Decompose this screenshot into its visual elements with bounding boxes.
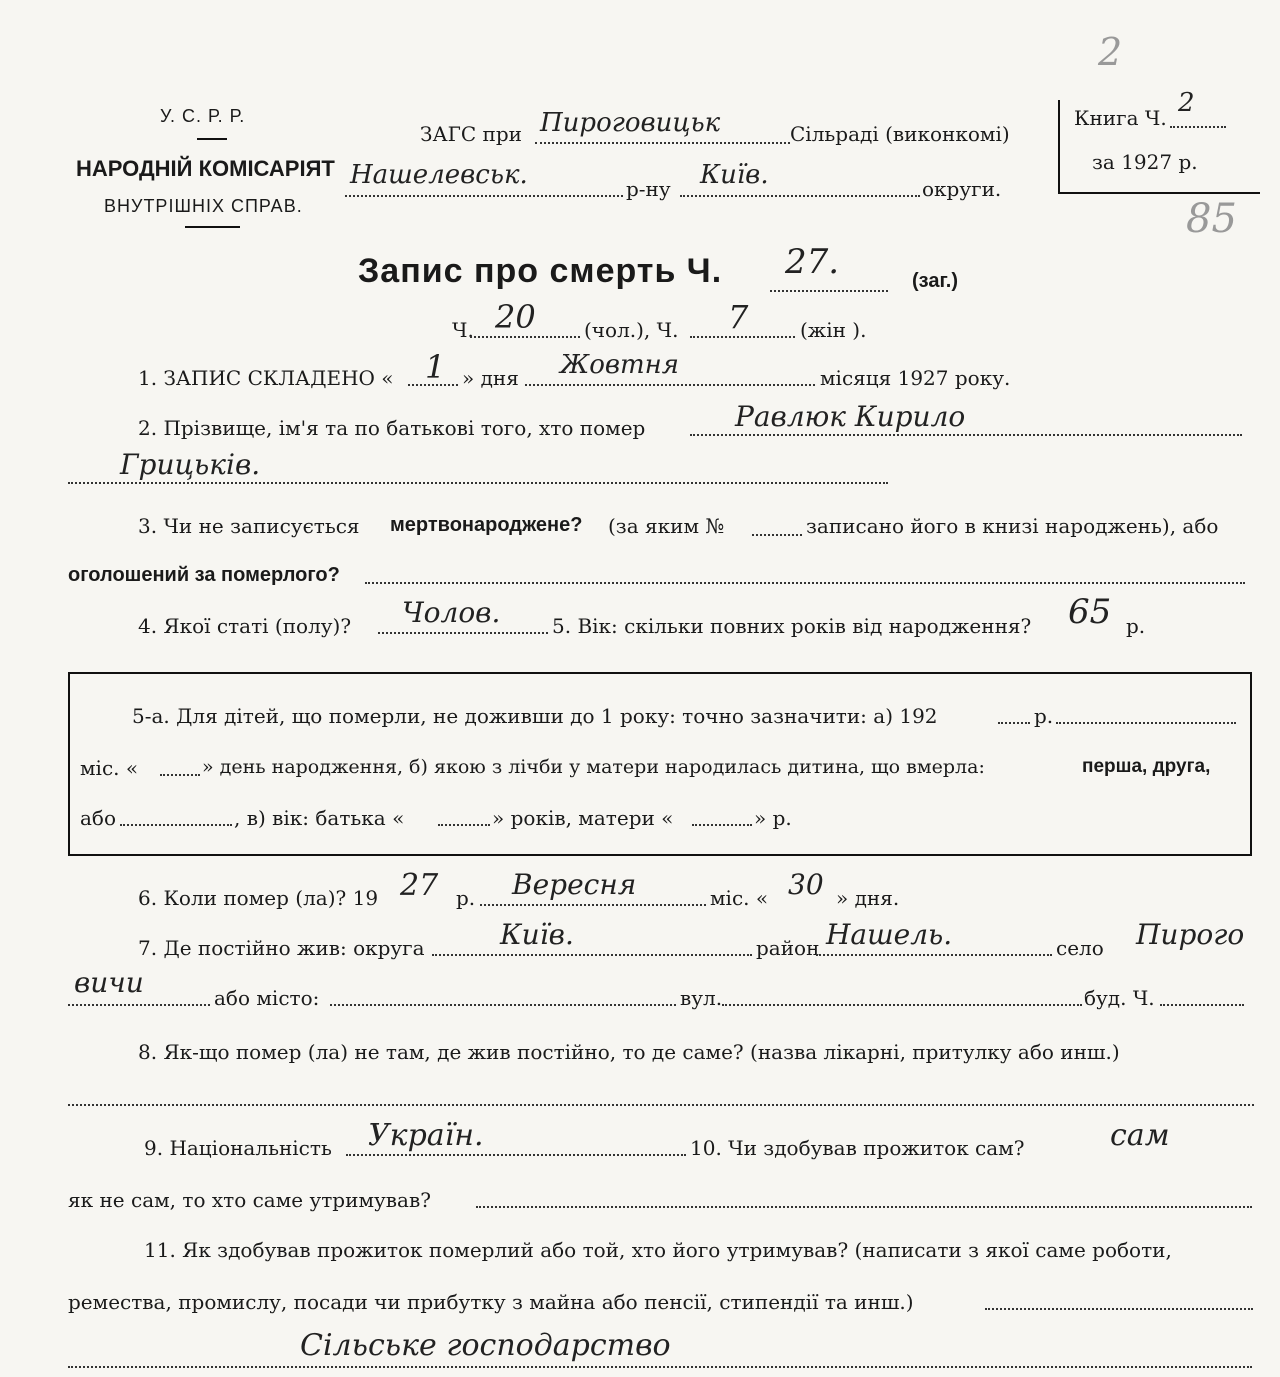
district-line — [345, 195, 623, 197]
field5a-month-line — [160, 774, 200, 776]
field2-line1 — [690, 434, 1242, 436]
zags-line — [535, 142, 790, 144]
field6-label-d: » дня. — [836, 886, 900, 910]
record-number: 27. — [785, 242, 840, 282]
male-count-line — [470, 336, 580, 338]
field1-label-a: 1. ЗАПИС СКЛАДЕНО « — [138, 366, 394, 390]
male-label: (чол.), Ч. — [584, 318, 679, 342]
field4-line — [378, 632, 548, 634]
field7-label-d: або місто: — [214, 986, 320, 1010]
field3-label-c: записано його в книзі народжень), або — [806, 514, 1219, 538]
field3-label-b: (за яким № — [608, 514, 725, 538]
field5a-line2a: міс. « — [80, 756, 139, 780]
field5a-line2b: » день народження, б) якою з лічби у матери народилась дитина, що вмерла: — [202, 756, 985, 778]
field5a-line1a: 5-а. Для дітей, що померли, не доживши до 1 року: точно зазначити: а) 192 — [132, 704, 938, 728]
female-label: (жін ). — [800, 318, 867, 342]
field5a-line1b: р. — [1034, 704, 1054, 728]
zags-prefix: ЗАГС при — [420, 122, 522, 146]
field10b-label: як не сам, то хто саме утримував? — [68, 1188, 431, 1212]
field7-selo2: вичи — [74, 966, 144, 999]
field1-day: 1 — [425, 348, 446, 386]
field7-rayon-line — [816, 954, 1052, 956]
field4-label: 4. Якої статі (полу)? — [138, 614, 352, 638]
field2-value1: Равлюк Кирило — [735, 400, 966, 433]
total-label: (заг.) — [912, 270, 959, 292]
field5a-father-line — [438, 824, 490, 826]
field5a-mother-line — [692, 824, 752, 826]
field5a-year-line — [998, 722, 1030, 724]
field6-label-b: р. — [456, 886, 476, 910]
field1-month-line — [525, 384, 815, 386]
field11-label2: ремества, промислу, посади чи прибутку з майна або пенсії, стипендії та инш.) — [68, 1290, 914, 1314]
field5a-order-line — [120, 824, 232, 826]
field11-value: Сільське господарство — [300, 1328, 671, 1363]
field5a-end-line — [1056, 722, 1236, 724]
field2-label: 2. Прізвище, ім'я та по батькові того, хто помер — [138, 416, 646, 440]
corner-number: 2 — [1098, 30, 1123, 74]
field10-value: сам — [1110, 1118, 1170, 1153]
field3-line — [365, 582, 1245, 584]
field7-okruha: Київ. — [500, 918, 574, 951]
female-count-line — [690, 336, 795, 338]
field7-label-a: 7. Де постійно жив: округа — [138, 936, 425, 960]
field9-line — [346, 1154, 686, 1156]
district-value: Нашелевськ. — [350, 160, 528, 190]
field11-label1: 11. Як здобував прожиток померлий або той, хто його утримував? (написати з якої саме роботи, — [144, 1238, 1172, 1262]
book-number: 2 — [1178, 88, 1195, 118]
field6-year: 27 — [400, 868, 439, 903]
divider — [185, 226, 240, 228]
field5a-first-second: перша, друга, — [1082, 756, 1211, 777]
field8-label: 8. Як-що помер (ла) не там, де жив постійно, то де саме? (назва лікарні, притулку або инш.) — [138, 1040, 1120, 1064]
field10-label: 10. Чи здобував прожиток сам? — [690, 1136, 1025, 1160]
male-prefix: Ч. — [452, 318, 474, 342]
record-number-line — [770, 290, 888, 292]
field10b-line — [476, 1206, 1252, 1208]
field3-label-a: 3. Чи не записується — [138, 514, 360, 538]
field5a-line3c: » років, матери « — [492, 806, 674, 830]
field1-month: Жовтня — [560, 350, 679, 380]
field7-street-line — [722, 1004, 1082, 1006]
field7-rayon: Нашель. — [826, 918, 953, 951]
book-label: Книга Ч. — [1074, 106, 1167, 130]
field5-label: 5. Вік: скільки повних років від народження? — [552, 614, 1032, 638]
field6-label-c: міс. « — [710, 886, 769, 910]
male-count: 20 — [495, 298, 536, 336]
field3-number-line — [752, 534, 802, 536]
zags-value: Пироговицьк — [540, 108, 721, 138]
ussr-label: У. С. Р. Р. — [160, 106, 246, 126]
field6-day: 30 — [788, 868, 824, 901]
field2-line2 — [68, 482, 888, 484]
field3-declared-dead: оголошений за померлого? — [68, 564, 340, 586]
field7-label-f: буд. Ч. — [1084, 986, 1155, 1010]
field7-label-b: район — [756, 936, 820, 960]
field6-month: Вересня — [512, 868, 637, 901]
field7-okruha-line — [432, 954, 752, 956]
margin-pencil: 85 — [1186, 196, 1237, 242]
record-title: Запис про смерть Ч. — [358, 252, 723, 290]
okruha-label: округи. — [922, 177, 1002, 201]
book-year: за 1927 р. — [1092, 150, 1198, 174]
field1-day-line — [408, 384, 458, 386]
female-count: 7 — [728, 298, 749, 336]
divider — [197, 138, 227, 140]
field11-line1 — [985, 1308, 1253, 1310]
field3-stillborn: мертвонароджене? — [390, 514, 583, 536]
field7-house-line — [1160, 1004, 1244, 1006]
field5a-line3b: , в) вік: батька « — [234, 806, 405, 830]
commissariat-label: НАРОДНІЙ КОМІСАРІЯТ — [76, 156, 335, 181]
field6-month-line — [480, 904, 706, 906]
field6-label-a: 6. Коли помер (ла)? 19 — [138, 886, 379, 910]
field9-label: 9. Національність — [144, 1136, 332, 1160]
field5a-line3d: » р. — [754, 806, 792, 830]
district-label: р-ну — [626, 177, 671, 201]
field1-label-c: місяця 1927 року. — [820, 366, 1011, 390]
field7-label-e: вул. — [680, 986, 723, 1010]
field11-line2 — [68, 1366, 1252, 1368]
field5-unit: р. — [1126, 614, 1146, 638]
field9-value: Україн. — [368, 1118, 484, 1153]
internal-affairs-label: ВНУТРІШНІХ СПРАВ. — [104, 196, 303, 216]
field5-value: 65 — [1068, 592, 1112, 632]
field7-selo-line — [68, 1004, 210, 1006]
okruha-line — [680, 195, 920, 197]
zags-suffix: Сільраді (виконкомі) — [790, 122, 1010, 146]
book-number-line — [1170, 126, 1226, 128]
field7-selo1: Пирого — [1136, 918, 1245, 951]
field7-city-line — [330, 1004, 676, 1006]
okruha-value: Київ. — [700, 160, 769, 190]
field1-label-b: » дня — [462, 366, 519, 390]
field4-value: Чолов. — [402, 596, 501, 629]
field7-label-c: село — [1056, 936, 1104, 960]
field2-value2: Грицьків. — [120, 448, 261, 481]
field8-line — [68, 1104, 1254, 1106]
field5a-line3a: або — [80, 806, 117, 830]
